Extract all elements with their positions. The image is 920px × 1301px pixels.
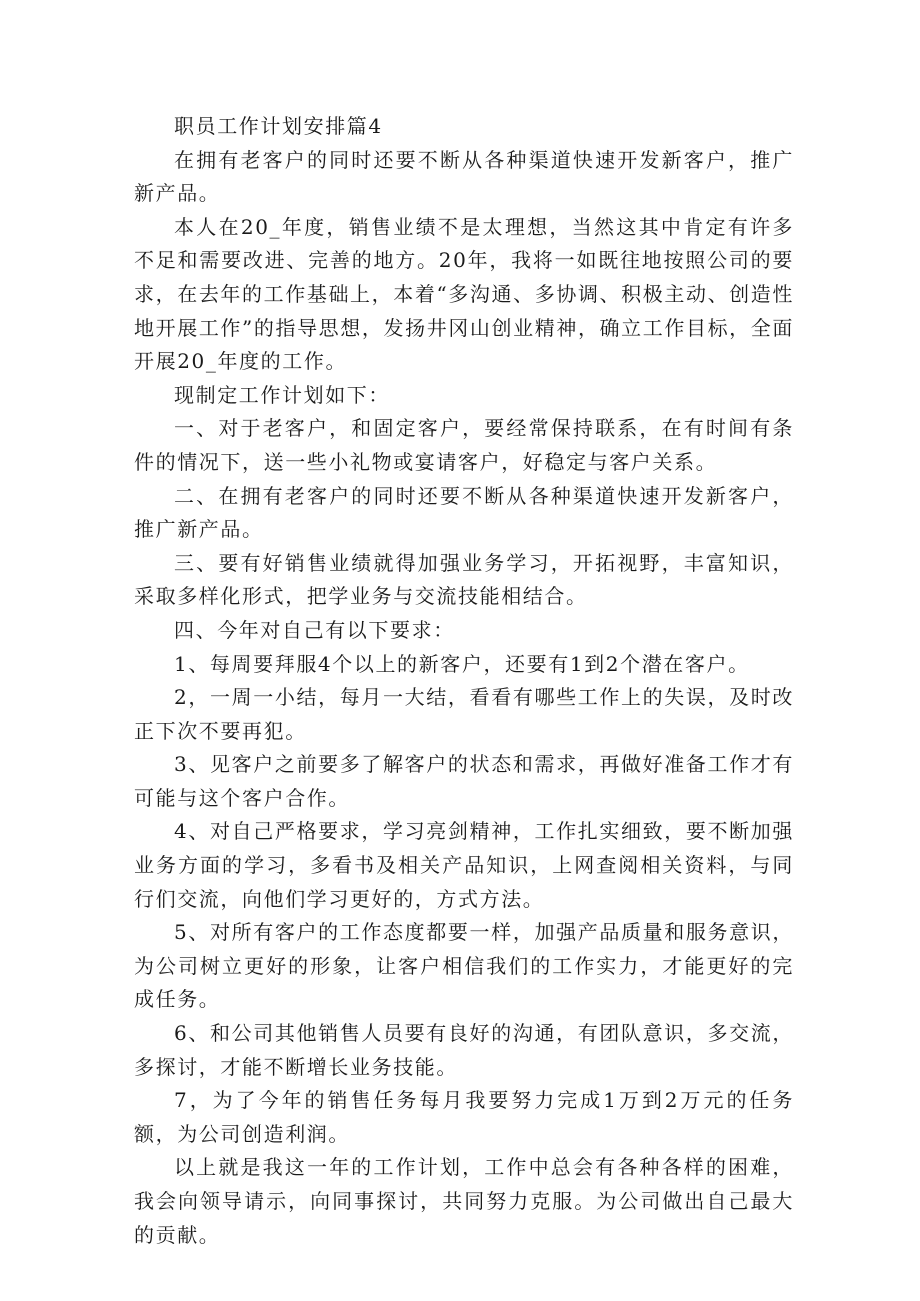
paragraph-summary: 本人在20_年度，销售业绩不是太理想，当然这其中肯定有许多不足和需要改进、完善的地方。20年，我将一如既往地按照公司的要求，在去年的工作基础上，本着“多沟通、多协调、积极主动、创造性地开展工作”的指导思想，发扬井冈山创业精神，确立工作目标，全面开展20_年度的工作。 (134, 214, 794, 374)
requirement-7: 7，为了今年的销售任务每月我要努力完成1万到2万元的任务额，为公司创造利润。 (134, 1088, 794, 1146)
paragraph-conclusion: 以上就是我这一年的工作计划，工作中总会有各种各样的困难，我会向领导请示，向同事探讨，共同努力克服。为公司做出自己最大的贡献。 (134, 1155, 794, 1247)
paragraph-intro: 在拥有老客户的同时还要不断从各种渠道快速开发新客户，推广新产品。 (134, 147, 794, 206)
requirement-5: 5、对所有客户的工作态度都要一样，加强产品质量和服务意识，为公司树立更好的形象，让客户相信我们的工作实力，才能更好的完成任务。 (134, 920, 794, 1012)
requirement-2: 2，一周一小结，每月一大结，看看有哪些工作上的失误，及时改正下次不要再犯。 (134, 685, 794, 743)
paragraph-item-3: 三、要有好销售业绩就得加强业务学习，开拓视野，丰富知识，采取多样化形式，把学业务与交流技能相结合。 (134, 550, 794, 609)
requirement-1: 1、每周要拜服4个以上的新客户，还要有1到2个潜在客户。 (174, 651, 750, 676)
requirement-6: 6、和公司其他销售人员要有良好的沟通，有团队意识，多交流，多探讨，才能不断增长业务技能。 (134, 1021, 794, 1079)
document-body (134, 110, 794, 1252)
paragraph-plan-heading: 现制定工作计划如下： (174, 382, 390, 407)
document-title: 职员工作计划安排篇4 (174, 114, 383, 138)
requirement-3: 3、见客户之前要多了解客户的状态和需求，再做好准备工作才有可能与这个客户合作。 (134, 752, 794, 810)
paragraph-item-4: 四、今年对自己有以下要求： (174, 617, 455, 642)
requirement-4: 4、对自己严格要求，学习亮剑精神，工作扎实细致，要不断加强业务方面的学习，多看书及相关产品知识，上网查阅相关资料，与同行们交流，向他们学习更好的，方式方法。 (134, 819, 794, 911)
paragraph-item-2: 二、在拥有老客户的同时还要不断从各种渠道快速开发新客户，推广新产品。 (134, 483, 794, 542)
paragraph-item-1: 一、对于老客户，和固定客户，要经常保持联系，在有时间有条件的情况下，送一些小礼物或宴请客户，好稳定与客户关系。 (134, 416, 794, 474)
